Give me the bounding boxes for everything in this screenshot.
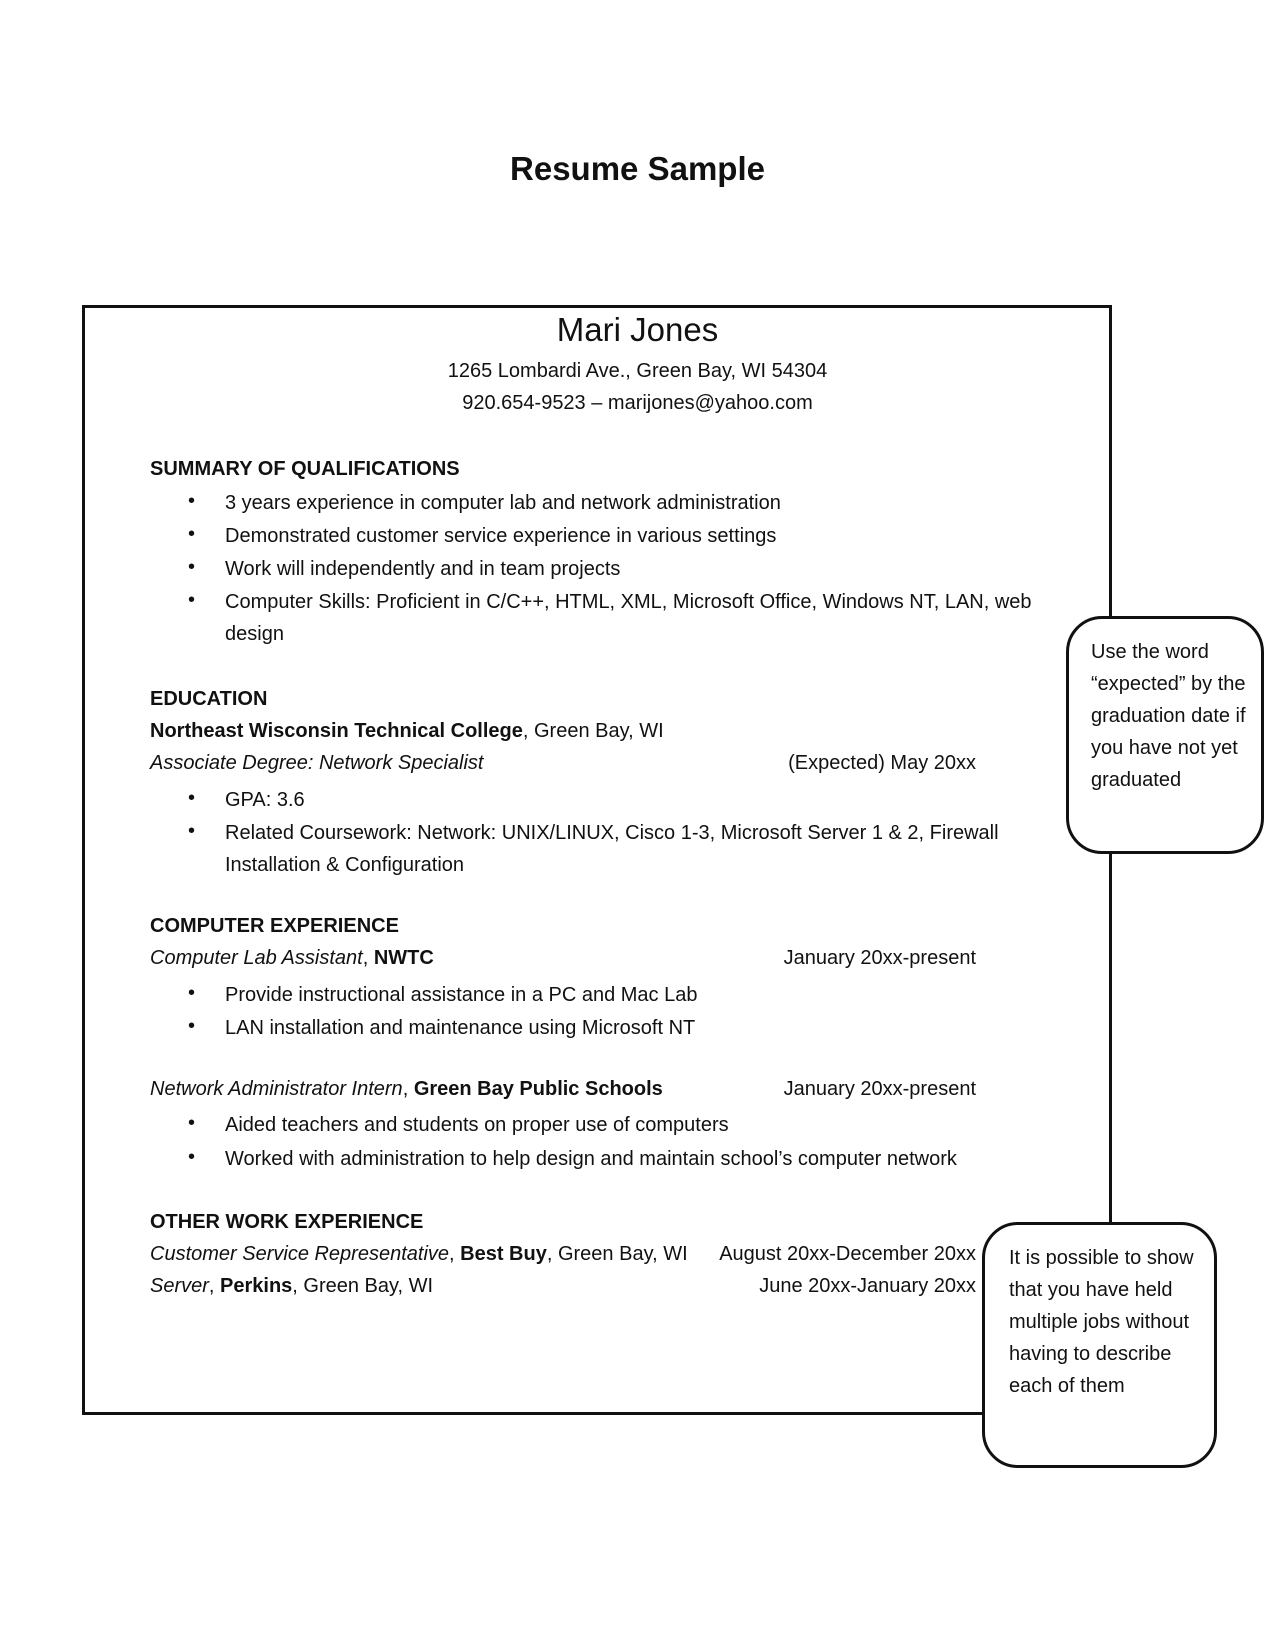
education-heading: EDUCATION: [150, 688, 268, 710]
job-line: [150, 1078, 663, 1101]
degree: [150, 752, 483, 775]
job-duty: Provide instructional assistance in a PC and Mac Lab: [225, 984, 698, 1006]
job-date: June 20xx-January 20xx: [759, 1275, 976, 1297]
page-title: Resume Sample: [510, 150, 765, 187]
applicant-name: Mari Jones: [556, 311, 719, 348]
school-location: , Green Bay, WI: [522, 720, 664, 742]
summary-item: Computer Skills: Proficient in C/C++, HTML, XML, Microsoft Office, Windows NT, LAN, web design: [225, 591, 1032, 645]
address: 1265 Lombardi Ave., Green Bay, WI 54304: [447, 360, 828, 382]
callout-expected: [1066, 616, 1264, 854]
school-name: Northeast Wisconsin Technical College: [150, 720, 523, 742]
bullet: •: [188, 490, 196, 512]
bullet: •: [188, 556, 196, 578]
job-employer: Green Bay Public Schools: [413, 1078, 663, 1100]
other-experience-heading: OTHER WORK EXPERIENCE: [150, 1211, 424, 1233]
education-item: GPA: 3.6: [225, 789, 305, 811]
bullet: •: [188, 1015, 196, 1037]
degree-date: (Expected) May 20xx: [788, 752, 976, 774]
job-line: [150, 1243, 688, 1266]
job-line: [150, 1275, 433, 1298]
job-location: , Green Bay, WI: [546, 1243, 688, 1265]
phone-email: 920.654-9523 – marijones@yahoo.com: [462, 392, 813, 414]
summary-heading: SUMMARY OF QUALIFICATIONS: [150, 458, 460, 480]
bullet: •: [188, 982, 196, 1004]
job-separator: ,: [402, 1078, 414, 1100]
callout-multiple-jobs: [982, 1222, 1217, 1468]
bullet: •: [188, 1112, 196, 1134]
callout-text: Use the word “expected” by the graduation date if you have not yet graduated: [1091, 641, 1246, 791]
job-employer: Best Buy: [460, 1243, 547, 1265]
bullet: •: [188, 523, 196, 545]
summary-item: Demonstrated customer service experience in various settings: [225, 525, 777, 547]
school-line: [150, 720, 664, 743]
computer-experience-heading: COMPUTER EXPERIENCE: [150, 915, 399, 937]
job-date: August 20xx-December 20xx: [719, 1243, 976, 1265]
bullet: •: [188, 820, 196, 842]
bullet: •: [188, 589, 196, 611]
education-item: Related Coursework: Network: UNIX/LINUX, Cisco 1-3, Microsoft Server 1 & 2, Firewall Installation & Configuration: [225, 822, 999, 876]
job-employer: Perkins: [220, 1275, 293, 1297]
job-duty: Aided teachers and students on proper use of computers: [225, 1114, 729, 1136]
job-duty: Worked with administration to help design and maintain school’s computer network: [225, 1148, 957, 1170]
callout-text: It is possible to show that you have held multiple jobs without having to describe each of them: [1009, 1247, 1194, 1397]
degree-text: Associate Degree: Network Specialist: [150, 752, 484, 774]
summary-item: 3 years experience in computer lab and network administration: [225, 492, 781, 514]
job-title: Computer Lab Assistant: [150, 947, 363, 969]
job-separator: ,: [449, 1243, 461, 1265]
bullet: •: [188, 787, 196, 809]
summary-item: Work will independently and in team projects: [225, 558, 621, 580]
job-date: January 20xx-present: [783, 1078, 976, 1100]
job-title: Customer Service Representative: [150, 1243, 450, 1265]
job-duty: LAN installation and maintenance using Microsoft NT: [225, 1017, 696, 1039]
job-title: Server: [150, 1275, 209, 1297]
bullet: •: [188, 1146, 196, 1168]
job-employer: NWTC: [373, 947, 434, 969]
job-title: Network Administrator Intern: [150, 1078, 403, 1100]
job-location: , Green Bay, WI: [292, 1275, 434, 1297]
job-separator: ,: [362, 947, 374, 969]
job-date: January 20xx-present: [783, 947, 976, 969]
job-separator: ,: [208, 1275, 221, 1297]
job-line: [150, 947, 434, 970]
